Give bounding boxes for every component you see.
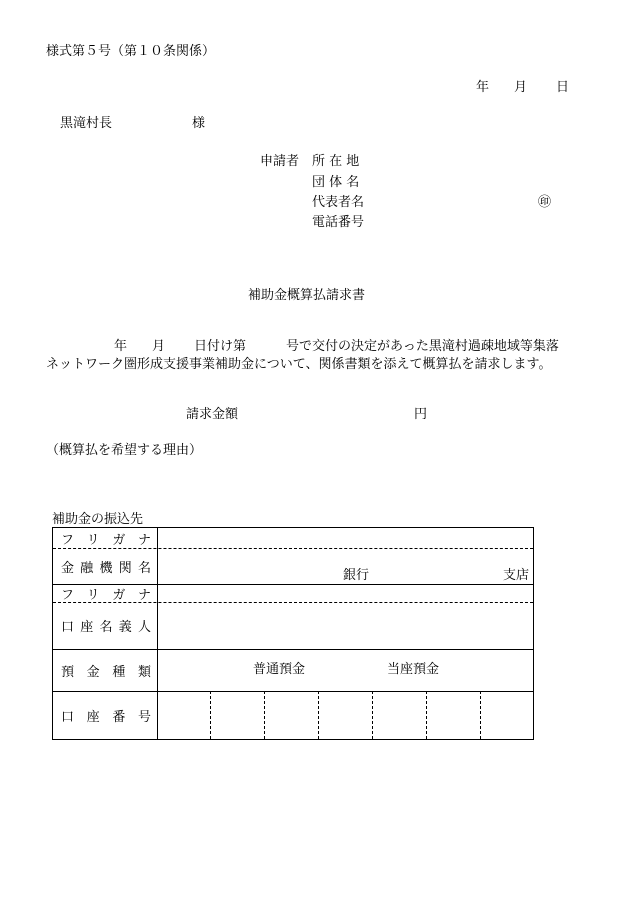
- date-day: 日: [556, 80, 570, 95]
- bank-transfer-table: [52, 527, 534, 740]
- institution-label: [53, 548, 157, 584]
- row-account-number: [53, 691, 533, 739]
- body-year: 年: [114, 339, 128, 354]
- date-year: 年: [476, 80, 490, 95]
- applicant-field-org: 団 体 名: [312, 175, 360, 190]
- row-furigana-holder: [53, 584, 533, 602]
- label-char: 機: [99, 560, 113, 576]
- label-char: 座: [86, 709, 100, 725]
- reason-label: （概算払を希望する理由）: [46, 443, 203, 458]
- row-deposit-type: [53, 649, 533, 691]
- label-char: 融: [80, 560, 94, 576]
- amount-unit: 円: [414, 407, 428, 422]
- label-char: 座: [80, 620, 94, 635]
- label-char: 口: [61, 709, 75, 725]
- row-account-holder: [53, 602, 533, 649]
- furigana-char: リ: [86, 532, 100, 548]
- furigana-char: フ: [61, 587, 75, 603]
- label-char: 名: [99, 620, 113, 635]
- furigana-char: ガ: [112, 532, 126, 548]
- applicant-field-phone: 電話番号: [312, 215, 365, 230]
- date-month: 月: [514, 80, 528, 95]
- digit-cell-divider: [210, 691, 211, 739]
- body-date-prefix: 日付け第: [194, 339, 247, 354]
- bank-caption: 補助金の振込先: [52, 512, 144, 527]
- deposit-type-label: [53, 649, 157, 691]
- label-char: 番: [112, 709, 126, 725]
- label-char: 義: [118, 620, 132, 635]
- seal-mark: ㊞: [538, 195, 552, 210]
- digit-cell-divider: [372, 691, 373, 739]
- digit-cell-divider: [264, 691, 265, 739]
- digit-cell-divider: [480, 691, 481, 739]
- deposit-option-ordinary[interactable]: 普通預金: [253, 662, 306, 677]
- label-char: 金: [86, 664, 100, 680]
- furigana-char: ナ: [137, 587, 151, 603]
- addressee-honorific: 様: [192, 116, 206, 131]
- row-institution: [53, 548, 533, 584]
- applicant-label: 申請者: [260, 154, 300, 169]
- branch-suffix: 支店: [503, 568, 530, 583]
- label-char: 号: [137, 709, 151, 725]
- body-line2: ネットワーク圏形成支援事業補助金について、関係書類を添えて概算払を請求します。: [46, 357, 552, 372]
- form-number: 様式第５号（第１０条関係）: [46, 44, 216, 59]
- account-holder-label: [53, 602, 157, 649]
- label-char: 口: [61, 620, 75, 635]
- furigana-char: ガ: [112, 587, 126, 603]
- addressee-name: 黒滝村長: [60, 116, 113, 131]
- label-char: 金: [61, 560, 75, 576]
- furigana-label: [53, 528, 157, 548]
- bank-suffix: 銀行: [343, 568, 370, 583]
- account-number-label: [53, 691, 157, 739]
- digit-cell-divider: [318, 691, 319, 739]
- furigana-char: リ: [86, 587, 100, 603]
- label-char: 類: [137, 664, 151, 680]
- applicant-field-address: 所 在 地: [312, 154, 360, 169]
- label-char: 名: [137, 560, 151, 576]
- row-furigana-institution: [53, 528, 533, 548]
- furigana-char: フ: [61, 532, 75, 548]
- label-char: 種: [112, 664, 126, 680]
- digit-cell-divider: [426, 691, 427, 739]
- label-char: 関: [118, 560, 132, 576]
- furigana-char: ナ: [137, 532, 151, 548]
- body-month: 月: [152, 339, 166, 354]
- body-line1-rest: 号で交付の決定があった黒滝村過疎地域等集落: [286, 339, 559, 354]
- label-char: 人: [137, 620, 151, 635]
- document-title: 補助金概算払請求書: [248, 288, 366, 303]
- applicant-field-representative: 代表者名: [312, 195, 365, 210]
- furigana-label: [53, 584, 157, 602]
- amount-label: 請求金額: [186, 407, 239, 422]
- deposit-option-current[interactable]: 当座預金: [387, 662, 440, 677]
- label-char: 預: [61, 664, 75, 680]
